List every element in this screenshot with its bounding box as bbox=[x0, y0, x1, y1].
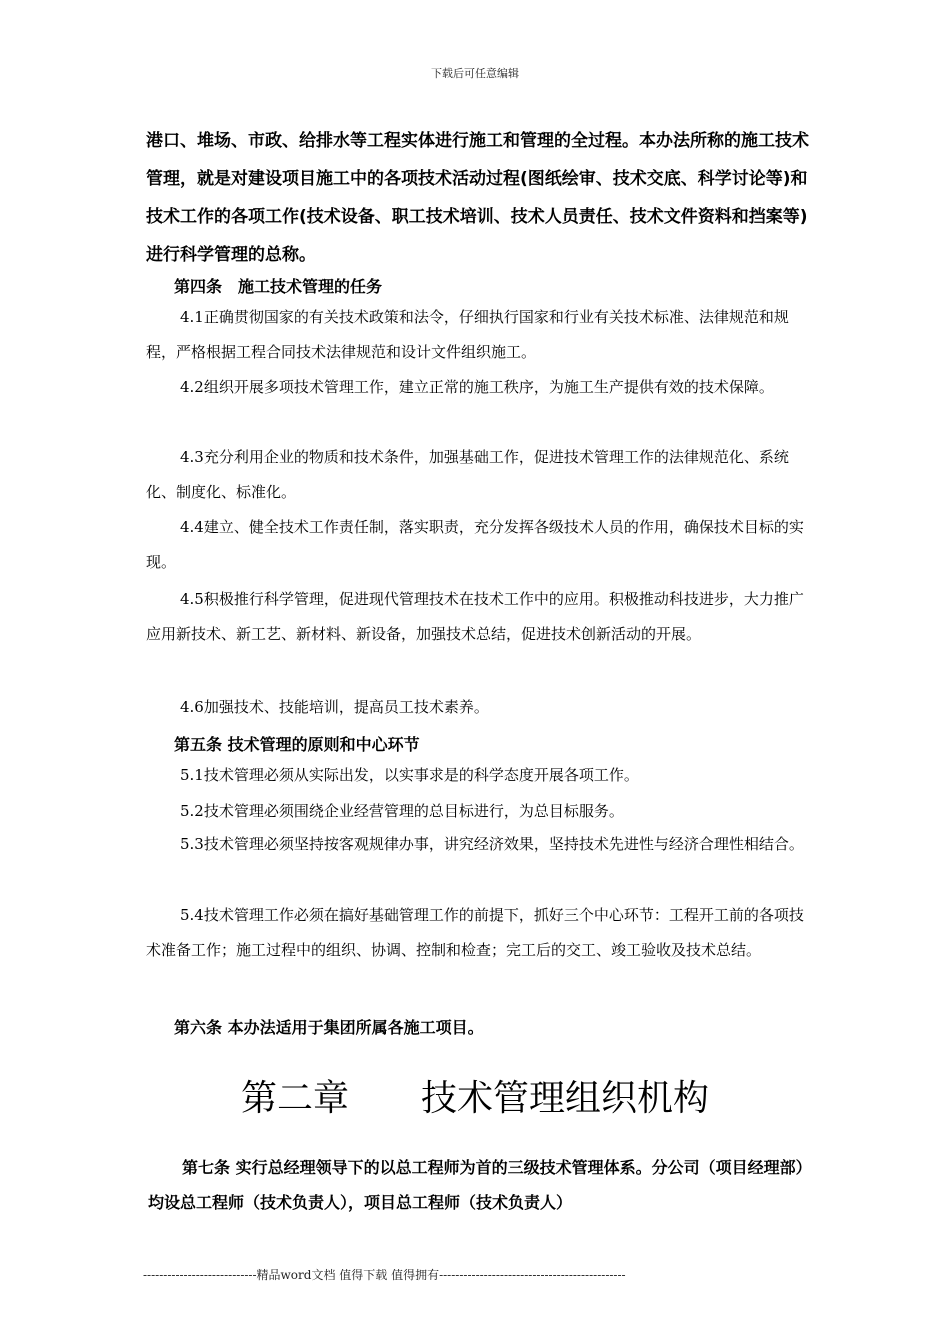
article-4-item-4: 4.4建立、健全技术工作责任制，落实职责，充分发挥各级技术人员的作用，确保技术目标的实现。 bbox=[146, 518, 804, 571]
chapter-2-heading: 第二章 技术管理组织机构 bbox=[240, 1078, 709, 1119]
article-5-item-2: 5.2技术管理必须围绕企业经营管理的总目标进行，为总目标服务。 bbox=[180, 802, 624, 820]
page-footer: ----------------------------精品word文档 值得下载 值得拥有---------------------------------------------- bbox=[143, 1268, 626, 1282]
page-header: 下载后可任意编辑 bbox=[431, 67, 519, 80]
article-5-item-4: 5.4技术管理工作必须在搞好基础管理工作的前提下，抓好三个中心环节：工程开工前的各项技术准备工作；施工过程中的组织、协调、控制和检查；完工后的交工、竣工验收及技术总结。 bbox=[146, 906, 804, 959]
article-4-item-2: 4.2组织开展多项技术管理工作，建立正常的施工秩序，为施工生产提供有效的技术保障。 bbox=[180, 378, 774, 396]
article-4-item-3: 4.3充分利用企业的物质和技术条件，加强基础工作，促进技术管理工作的法律规范化、系统化、制度化、标准化。 bbox=[146, 448, 789, 501]
intro-paragraph: 港口、堆场、市政、给排水等工程实体进行施工和管理的全过程。本办法所称的施工技术管理，就是对建设项目施工中的各项技术活动过程(图纸绘审、技术交底、科学讨论等)和技术工作的各项工作(技术设备、职工技术培训、技术人员责任、技术文件资料和挡案等)进行科学管理的总称。 bbox=[146, 131, 809, 265]
article-6-title: 第六条 本办法适用于集团所属各施工项目。 bbox=[174, 1018, 484, 1037]
article-4-item-6: 4.6加强技术、技能培训，提高员工技术素养。 bbox=[180, 698, 489, 716]
article-4-title: 第四条 施工技术管理的任务 bbox=[174, 277, 383, 296]
article-5-title: 第五条 技术管理的原则和中心环节 bbox=[174, 735, 420, 754]
article-7-paragraph: 第七条 实行总经理领导下的以总工程师为首的三级技术管理体系。分公司（项目经理部）均设总工程师（技术负责人），项目总工程师（技术负责人） bbox=[148, 1158, 812, 1212]
article-4-item-1: 4.1正确贯彻国家的有关技术政策和法令，仔细执行国家和行业有关技术标准、法律规范和规程，严格根据工程合同技术法律规范和设计文件组织施工。 bbox=[146, 308, 789, 361]
article-5-item-3: 5.3技术管理必须坚持按客观规律办事，讲究经济效果，坚持技术先进性与经济合理性相结合。 bbox=[180, 835, 804, 853]
article-5-item-1: 5.1技术管理必须从实际出发，以实事求是的科学态度开展各项工作。 bbox=[180, 766, 639, 784]
article-4-item-5: 4.5积极推行科学管理，促进现代管理技术在技术工作中的应用。积极推动科技进步，大力推广应用新技术、新工艺、新材料、新设备，加强技术总结，促进技术创新活动的开展。 bbox=[146, 590, 804, 643]
